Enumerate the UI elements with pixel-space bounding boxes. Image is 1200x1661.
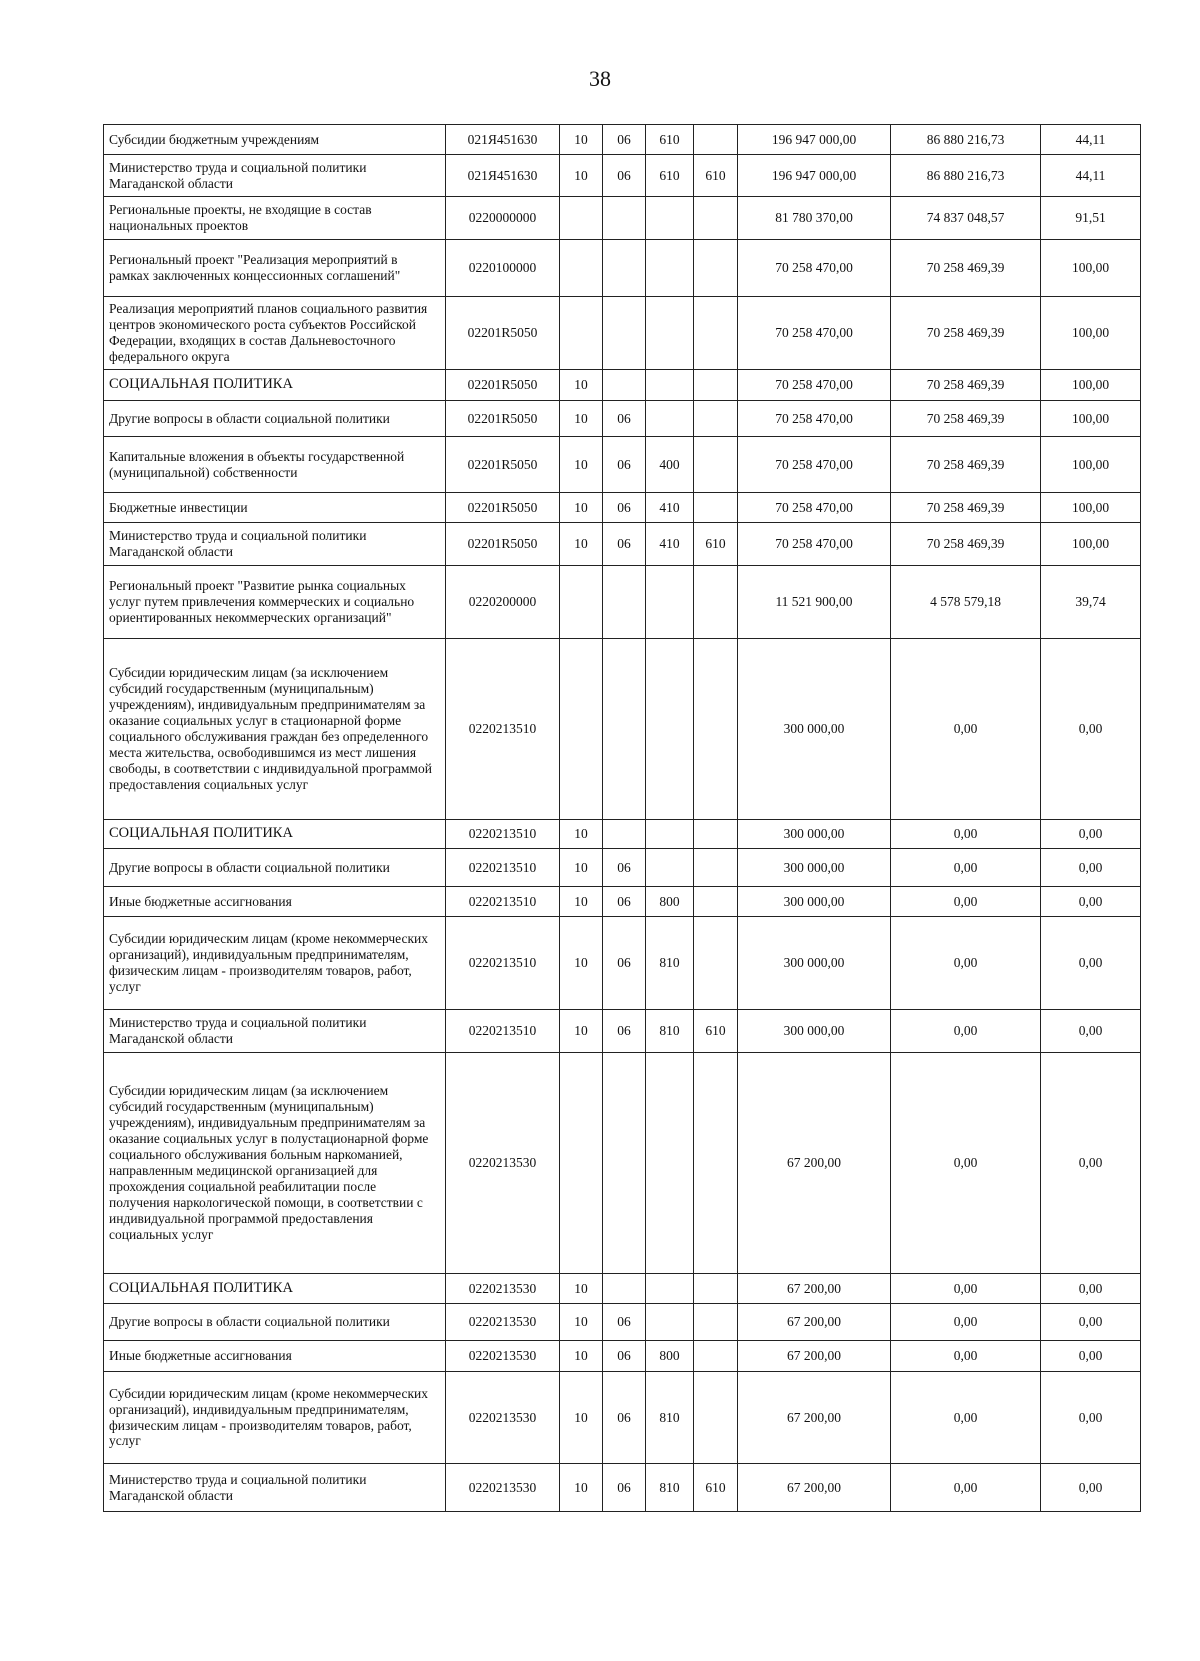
cell-subsection bbox=[603, 370, 646, 401]
table-row bbox=[104, 155, 1141, 197]
cell-executed: 0,00 bbox=[891, 887, 1041, 917]
cell-administrator bbox=[694, 887, 738, 917]
cell-name: Иные бюджетные ассигнования bbox=[104, 887, 446, 917]
cell-target-article: 0220213530 bbox=[446, 1341, 560, 1372]
cell-executed: 0,00 bbox=[891, 1053, 1041, 1274]
cell-expense-type bbox=[646, 566, 694, 639]
cell-section: 10 bbox=[560, 820, 603, 849]
cell-expense-type: 810 bbox=[646, 1464, 694, 1512]
cell-percent: 100,00 bbox=[1041, 523, 1141, 566]
table-row bbox=[104, 240, 1141, 297]
cell-administrator bbox=[694, 297, 738, 370]
cell-subsection bbox=[603, 240, 646, 297]
cell-percent: 0,00 bbox=[1041, 639, 1141, 820]
cell-section bbox=[560, 1053, 603, 1274]
cell-subsection bbox=[603, 197, 646, 240]
cell-expense-type: 400 bbox=[646, 437, 694, 493]
cell-subsection: 06 bbox=[603, 437, 646, 493]
cell-percent: 0,00 bbox=[1041, 1372, 1141, 1464]
cell-executed: 0,00 bbox=[891, 1304, 1041, 1341]
table-row bbox=[104, 401, 1141, 437]
cell-administrator bbox=[694, 1304, 738, 1341]
cell-target-article: 0220213530 bbox=[446, 1053, 560, 1274]
table-row bbox=[104, 1372, 1141, 1464]
cell-section bbox=[560, 639, 603, 820]
cell-name: Бюджетные инвестиции bbox=[104, 493, 446, 523]
cell-planned: 70 258 470,00 bbox=[738, 493, 891, 523]
cell-subsection: 06 bbox=[603, 1010, 646, 1053]
table-row bbox=[104, 1304, 1141, 1341]
cell-target-article: 02201R5050 bbox=[446, 493, 560, 523]
cell-subsection bbox=[603, 1274, 646, 1304]
cell-name: Министерство труда и социальной политики Магаданской области bbox=[104, 155, 446, 197]
cell-administrator bbox=[694, 639, 738, 820]
cell-planned: 70 258 470,00 bbox=[738, 437, 891, 493]
cell-planned: 67 200,00 bbox=[738, 1464, 891, 1512]
cell-subsection bbox=[603, 566, 646, 639]
cell-name: Другие вопросы в области социальной политики bbox=[104, 401, 446, 437]
cell-executed: 4 578 579,18 bbox=[891, 566, 1041, 639]
cell-subsection bbox=[603, 297, 646, 370]
cell-percent: 44,11 bbox=[1041, 155, 1141, 197]
table-row bbox=[104, 639, 1141, 820]
cell-planned: 67 200,00 bbox=[738, 1341, 891, 1372]
cell-subsection bbox=[603, 1053, 646, 1274]
table-row bbox=[104, 370, 1141, 401]
cell-administrator bbox=[694, 197, 738, 240]
cell-expense-type: 610 bbox=[646, 155, 694, 197]
cell-planned: 70 258 470,00 bbox=[738, 523, 891, 566]
cell-section bbox=[560, 566, 603, 639]
cell-section bbox=[560, 197, 603, 240]
table-row bbox=[104, 566, 1141, 639]
cell-percent: 100,00 bbox=[1041, 493, 1141, 523]
cell-name: Региональный проект "Развитие рынка социальных услуг путем привлечения коммерческих и социально ориентированных некоммерческих организаций" bbox=[104, 566, 446, 639]
cell-name: Капитальные вложения в объекты государственной (муниципальной) собственности bbox=[104, 437, 446, 493]
cell-expense-type: 410 bbox=[646, 523, 694, 566]
cell-name: Иные бюджетные ассигнования bbox=[104, 1341, 446, 1372]
cell-executed: 0,00 bbox=[891, 1372, 1041, 1464]
table-row bbox=[104, 1464, 1141, 1512]
cell-planned: 67 200,00 bbox=[738, 1274, 891, 1304]
cell-section bbox=[560, 240, 603, 297]
cell-percent: 0,00 bbox=[1041, 820, 1141, 849]
cell-planned: 70 258 470,00 bbox=[738, 370, 891, 401]
cell-section: 10 bbox=[560, 1372, 603, 1464]
table-row bbox=[104, 917, 1141, 1010]
cell-executed: 70 258 469,39 bbox=[891, 401, 1041, 437]
cell-administrator bbox=[694, 401, 738, 437]
cell-target-article: 0220213530 bbox=[446, 1372, 560, 1464]
cell-target-article: 02201R5050 bbox=[446, 370, 560, 401]
budget-table-body bbox=[104, 125, 1141, 1512]
cell-subsection: 06 bbox=[603, 125, 646, 155]
cell-subsection: 06 bbox=[603, 1464, 646, 1512]
cell-section: 10 bbox=[560, 1464, 603, 1512]
cell-planned: 70 258 470,00 bbox=[738, 401, 891, 437]
cell-planned: 300 000,00 bbox=[738, 820, 891, 849]
cell-subsection: 06 bbox=[603, 523, 646, 566]
cell-administrator bbox=[694, 820, 738, 849]
cell-expense-type: 410 bbox=[646, 493, 694, 523]
cell-target-article: 0220213510 bbox=[446, 887, 560, 917]
cell-percent: 100,00 bbox=[1041, 370, 1141, 401]
cell-name: Субсидии юридическим лицам (кроме некоммерческих организаций), индивидуальным предпринимателям, физическим лицам - производителям товаров, работ, услуг bbox=[104, 917, 446, 1010]
cell-executed: 86 880 216,73 bbox=[891, 155, 1041, 197]
cell-administrator: 610 bbox=[694, 1464, 738, 1512]
cell-section: 10 bbox=[560, 125, 603, 155]
cell-planned: 67 200,00 bbox=[738, 1372, 891, 1464]
cell-percent: 0,00 bbox=[1041, 917, 1141, 1010]
table-row bbox=[104, 297, 1141, 370]
cell-subsection: 06 bbox=[603, 917, 646, 1010]
cell-expense-type bbox=[646, 370, 694, 401]
budget-table bbox=[103, 124, 1141, 1512]
cell-target-article: 0220213510 bbox=[446, 849, 560, 887]
table-row bbox=[104, 1341, 1141, 1372]
cell-name: Реализация мероприятий планов социального развития центров экономического роста субъектов Российской Федерации, входящих в состав Дальневосточного федерального округа bbox=[104, 297, 446, 370]
cell-administrator bbox=[694, 1053, 738, 1274]
cell-percent: 44,11 bbox=[1041, 125, 1141, 155]
cell-section: 10 bbox=[560, 401, 603, 437]
cell-name: Другие вопросы в области социальной политики bbox=[104, 849, 446, 887]
cell-planned: 67 200,00 bbox=[738, 1304, 891, 1341]
cell-section: 10 bbox=[560, 155, 603, 197]
cell-subsection: 06 bbox=[603, 887, 646, 917]
cell-target-article: 02201R5050 bbox=[446, 297, 560, 370]
cell-planned: 300 000,00 bbox=[738, 1010, 891, 1053]
cell-target-article: 02201R5050 bbox=[446, 437, 560, 493]
cell-section: 10 bbox=[560, 1274, 603, 1304]
cell-expense-type bbox=[646, 240, 694, 297]
cell-section: 10 bbox=[560, 370, 603, 401]
cell-name: Министерство труда и социальной политики Магаданской области bbox=[104, 1010, 446, 1053]
cell-target-article: 0220200000 bbox=[446, 566, 560, 639]
cell-target-article: 0220100000 bbox=[446, 240, 560, 297]
cell-name: Субсидии юридическим лицам (за исключением субсидий государственным (муниципальным) учреждениям), индивидуальным предпринимателям за оказание социальных услуг в полустационарной форме социального обслуживания больным наркоманией, направленным медицинской организацией для прохождения социальной реабилитации после получения наркологической помощи, в соответствии с индивидуальной программой предоставления социальных услуг bbox=[104, 1053, 446, 1274]
cell-administrator bbox=[694, 240, 738, 297]
cell-percent: 0,00 bbox=[1041, 1010, 1141, 1053]
cell-planned: 300 000,00 bbox=[738, 917, 891, 1010]
cell-name: Министерство труда и социальной политики Магаданской области bbox=[104, 523, 446, 566]
cell-planned: 70 258 470,00 bbox=[738, 297, 891, 370]
cell-administrator: 610 bbox=[694, 1010, 738, 1053]
cell-subsection: 06 bbox=[603, 1304, 646, 1341]
cell-target-article: 0220213510 bbox=[446, 1010, 560, 1053]
cell-percent: 0,00 bbox=[1041, 1053, 1141, 1274]
table-row bbox=[104, 1010, 1141, 1053]
cell-name: Региональные проекты, не входящие в состав национальных проектов bbox=[104, 197, 446, 240]
cell-executed: 70 258 469,39 bbox=[891, 240, 1041, 297]
cell-expense-type: 810 bbox=[646, 1010, 694, 1053]
table-row bbox=[104, 197, 1141, 240]
cell-target-article: 0220213530 bbox=[446, 1464, 560, 1512]
cell-planned: 67 200,00 bbox=[738, 1053, 891, 1274]
cell-planned: 300 000,00 bbox=[738, 639, 891, 820]
cell-executed: 0,00 bbox=[891, 849, 1041, 887]
cell-section bbox=[560, 297, 603, 370]
cell-section: 10 bbox=[560, 917, 603, 1010]
cell-executed: 0,00 bbox=[891, 820, 1041, 849]
cell-percent: 100,00 bbox=[1041, 401, 1141, 437]
cell-executed: 0,00 bbox=[891, 639, 1041, 820]
cell-percent: 0,00 bbox=[1041, 1464, 1141, 1512]
cell-expense-type bbox=[646, 297, 694, 370]
cell-expense-type: 810 bbox=[646, 1372, 694, 1464]
cell-expense-type bbox=[646, 820, 694, 849]
cell-executed: 70 258 469,39 bbox=[891, 437, 1041, 493]
cell-name: Субсидии бюджетным учреждениям bbox=[104, 125, 446, 155]
cell-percent: 0,00 bbox=[1041, 887, 1141, 917]
cell-administrator bbox=[694, 1372, 738, 1464]
cell-administrator bbox=[694, 1341, 738, 1372]
cell-administrator: 610 bbox=[694, 155, 738, 197]
cell-subsection: 06 bbox=[603, 493, 646, 523]
cell-planned: 300 000,00 bbox=[738, 887, 891, 917]
cell-target-article: 0220213510 bbox=[446, 639, 560, 820]
cell-planned: 70 258 470,00 bbox=[738, 240, 891, 297]
table-row bbox=[104, 437, 1141, 493]
cell-planned: 196 947 000,00 bbox=[738, 125, 891, 155]
table-row bbox=[104, 1274, 1141, 1304]
cell-expense-type bbox=[646, 849, 694, 887]
cell-percent: 0,00 bbox=[1041, 1341, 1141, 1372]
cell-executed: 74 837 048,57 bbox=[891, 197, 1041, 240]
cell-planned: 300 000,00 bbox=[738, 849, 891, 887]
cell-subsection: 06 bbox=[603, 1341, 646, 1372]
cell-section: 10 bbox=[560, 887, 603, 917]
cell-administrator bbox=[694, 437, 738, 493]
cell-subsection: 06 bbox=[603, 849, 646, 887]
table-row bbox=[104, 493, 1141, 523]
cell-percent: 100,00 bbox=[1041, 437, 1141, 493]
cell-percent: 100,00 bbox=[1041, 297, 1141, 370]
cell-section: 10 bbox=[560, 1341, 603, 1372]
cell-target-article: 02201R5050 bbox=[446, 401, 560, 437]
cell-administrator: 610 bbox=[694, 523, 738, 566]
cell-executed: 70 258 469,39 bbox=[891, 523, 1041, 566]
cell-percent: 0,00 bbox=[1041, 1304, 1141, 1341]
cell-section: 10 bbox=[560, 523, 603, 566]
cell-executed: 70 258 469,39 bbox=[891, 493, 1041, 523]
cell-subsection bbox=[603, 639, 646, 820]
cell-target-article: 0220213530 bbox=[446, 1274, 560, 1304]
cell-percent: 100,00 bbox=[1041, 240, 1141, 297]
cell-expense-type bbox=[646, 197, 694, 240]
cell-section: 10 bbox=[560, 437, 603, 493]
page-number: 38 bbox=[589, 66, 611, 91]
cell-percent: 91,51 bbox=[1041, 197, 1141, 240]
cell-executed: 70 258 469,39 bbox=[891, 297, 1041, 370]
cell-executed: 0,00 bbox=[891, 1341, 1041, 1372]
cell-section: 10 bbox=[560, 849, 603, 887]
cell-subsection: 06 bbox=[603, 401, 646, 437]
cell-name: Субсидии юридическим лицам (кроме некоммерческих организаций), индивидуальным предпринимателям, физическим лицам - производителям товаров, работ, услуг bbox=[104, 1372, 446, 1464]
table-row bbox=[104, 125, 1141, 155]
cell-administrator bbox=[694, 1274, 738, 1304]
cell-subsection: 06 bbox=[603, 1372, 646, 1464]
cell-name: СОЦИАЛЬНАЯ ПОЛИТИКА bbox=[104, 1274, 446, 1304]
cell-section: 10 bbox=[560, 493, 603, 523]
cell-section: 10 bbox=[560, 1010, 603, 1053]
cell-subsection: 06 bbox=[603, 155, 646, 197]
cell-expense-type bbox=[646, 1274, 694, 1304]
cell-expense-type bbox=[646, 401, 694, 437]
cell-section: 10 bbox=[560, 1304, 603, 1341]
cell-name: СОЦИАЛЬНАЯ ПОЛИТИКА bbox=[104, 820, 446, 849]
table-row bbox=[104, 1053, 1141, 1274]
table-row bbox=[104, 849, 1141, 887]
cell-percent: 0,00 bbox=[1041, 849, 1141, 887]
cell-administrator bbox=[694, 370, 738, 401]
cell-target-article: 0220000000 bbox=[446, 197, 560, 240]
cell-name: Другие вопросы в области социальной политики bbox=[104, 1304, 446, 1341]
cell-administrator bbox=[694, 849, 738, 887]
cell-target-article: 021Я451630 bbox=[446, 125, 560, 155]
cell-administrator bbox=[694, 125, 738, 155]
cell-name: СОЦИАЛЬНАЯ ПОЛИТИКА bbox=[104, 370, 446, 401]
cell-subsection bbox=[603, 820, 646, 849]
cell-percent: 39,74 bbox=[1041, 566, 1141, 639]
cell-name: Субсидии юридическим лицам (за исключением субсидий государственным (муниципальным) учреждениям), индивидуальным предпринимателям за оказание социальных услуг в стационарной форме социального обслуживания граждан без определенного места жительства, освободившимся из мест лишения свободы, в соответствии с индивидуальной программой предоставления социальных услуг bbox=[104, 639, 446, 820]
cell-expense-type bbox=[646, 1304, 694, 1341]
cell-executed: 0,00 bbox=[891, 1464, 1041, 1512]
cell-target-article: 0220213510 bbox=[446, 917, 560, 1010]
cell-expense-type: 800 bbox=[646, 887, 694, 917]
cell-administrator bbox=[694, 566, 738, 639]
table-row bbox=[104, 523, 1141, 566]
cell-expense-type: 610 bbox=[646, 125, 694, 155]
cell-target-article: 021Я451630 bbox=[446, 155, 560, 197]
cell-expense-type: 800 bbox=[646, 1341, 694, 1372]
cell-expense-type bbox=[646, 1053, 694, 1274]
cell-expense-type: 810 bbox=[646, 917, 694, 1010]
cell-executed: 0,00 bbox=[891, 1274, 1041, 1304]
table-row bbox=[104, 887, 1141, 917]
cell-name: Региональный проект "Реализация мероприятий в рамках заключенных концессионных соглашений" bbox=[104, 240, 446, 297]
cell-executed: 86 880 216,73 bbox=[891, 125, 1041, 155]
cell-executed: 0,00 bbox=[891, 1010, 1041, 1053]
cell-name: Министерство труда и социальной политики Магаданской области bbox=[104, 1464, 446, 1512]
cell-target-article: 02201R5050 bbox=[446, 523, 560, 566]
cell-executed: 0,00 bbox=[891, 917, 1041, 1010]
cell-target-article: 0220213510 bbox=[446, 820, 560, 849]
cell-planned: 81 780 370,00 bbox=[738, 197, 891, 240]
cell-executed: 70 258 469,39 bbox=[891, 370, 1041, 401]
cell-expense-type bbox=[646, 639, 694, 820]
cell-planned: 11 521 900,00 bbox=[738, 566, 891, 639]
cell-percent: 0,00 bbox=[1041, 1274, 1141, 1304]
cell-administrator bbox=[694, 917, 738, 1010]
cell-planned: 196 947 000,00 bbox=[738, 155, 891, 197]
cell-target-article: 0220213530 bbox=[446, 1304, 560, 1341]
table-row bbox=[104, 820, 1141, 849]
cell-administrator bbox=[694, 493, 738, 523]
